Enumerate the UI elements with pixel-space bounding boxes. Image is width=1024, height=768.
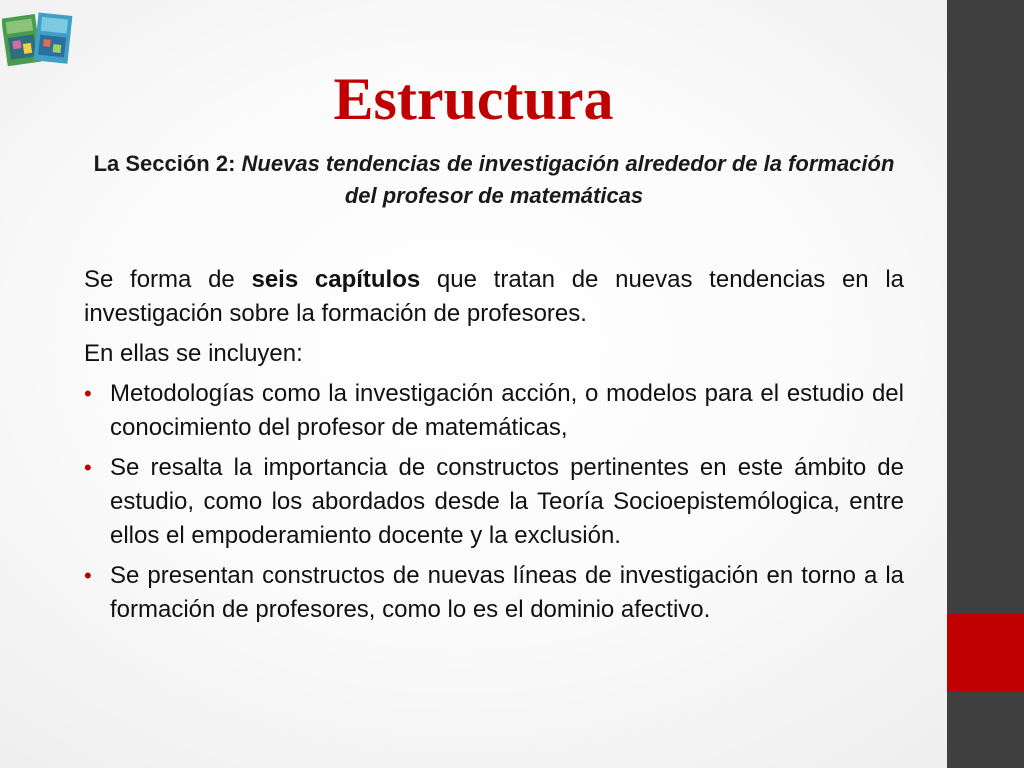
bullet-item [84,451,904,553]
subtitle-prefix: La Sección 2: [93,151,242,176]
bullet-icon: • [84,381,92,406]
bullet-text: Se resalta la importancia de constructos pertinentes en este ámbito de estudio, como los abordados desde la Teoría Socioepistemólogica, entre ellos el empoderamiento docente y la exclusión. [110,454,904,549]
bullet-icon: • [84,455,92,480]
bullet-list [84,377,904,627]
slide-title: Estructura [333,66,614,132]
bullet-text: Se presentan constructos de nuevas líneas de investigación en torno a la formación de profesores, como lo es el dominio afectivo. [110,562,904,623]
intro-bold: seis capítulos [251,266,421,293]
bullet-item [84,559,904,627]
bullet-text: Metodologías como la investigación acción, o modelos para el estudio del conocimiento del profesor de matemáticas, [110,380,904,441]
side-accent-block [947,614,1024,691]
subtitle-italic: Nuevas tendencias de investigación alrededor de la formación del profesor de matemáticas [241,151,895,208]
intro-before: Se forma de [84,266,252,293]
bullet-icon: • [84,563,92,588]
intro-after: que tratan de nuevas tendencias en la investigación sobre la formación de profesores. [84,266,905,327]
lead-paragraph: En ellas se incluyen: [84,340,303,367]
bullet-item [84,377,904,445]
slide-body [84,263,904,633]
section-subtitle [84,148,904,212]
book-covers-logo-icon [2,6,76,68]
intro-paragraph [84,263,904,331]
